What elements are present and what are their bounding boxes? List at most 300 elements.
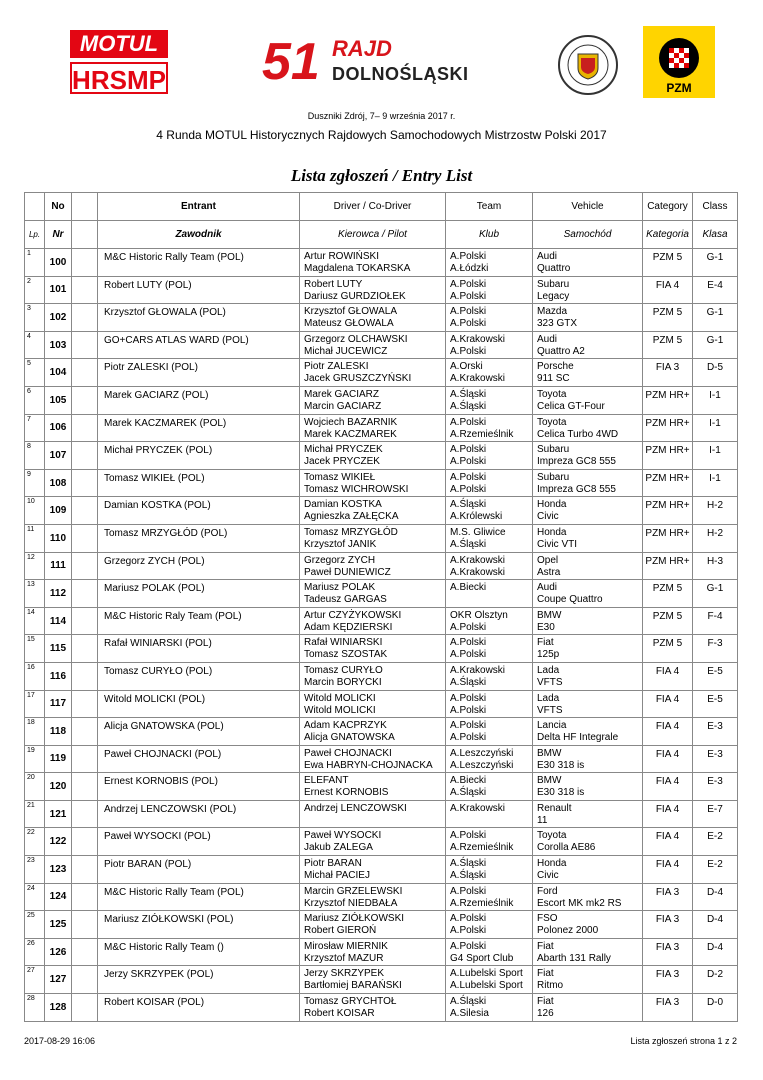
row-team-driver: A.Śląski bbox=[450, 858, 487, 870]
row-entrant: Krzysztof GŁOWALA (POL) bbox=[98, 304, 300, 332]
row-team-driver: M.S. Gliwice bbox=[450, 526, 506, 538]
row-lp: 25 bbox=[25, 911, 45, 939]
row-class: D-4 bbox=[693, 911, 738, 939]
logo-bar bbox=[0, 24, 763, 104]
row-team bbox=[446, 938, 533, 966]
row-vehicle-make: Renault bbox=[537, 802, 572, 814]
row-entrant: Marek GACIARZ (POL) bbox=[98, 386, 300, 414]
table-row bbox=[25, 497, 738, 525]
row-vehicle-model: E30 318 is bbox=[537, 759, 585, 771]
row-lp: 21 bbox=[25, 800, 45, 828]
row-team-driver: A.Śląski bbox=[450, 388, 487, 400]
row-nr: 116 bbox=[45, 662, 72, 690]
row-team-codriver: A.Łódzki bbox=[450, 263, 489, 274]
row-team-driver: A.Polski bbox=[450, 720, 487, 732]
row-codriver: Jakub ZALEGA bbox=[304, 842, 373, 854]
col-kierowca: Kierowca / Pilot bbox=[300, 221, 446, 249]
table-row bbox=[25, 249, 738, 277]
row-team-codriver: A.Polski bbox=[450, 483, 487, 495]
row-team-codriver: A.Rzemieślnik bbox=[450, 897, 514, 909]
row-drivers bbox=[300, 883, 446, 911]
row-lp: 7 bbox=[25, 414, 45, 442]
row-vehicle-model: Civic bbox=[537, 511, 559, 523]
row-codriver: Adam KĘDZIERSKI bbox=[304, 621, 393, 633]
row-nr: 119 bbox=[45, 745, 72, 773]
row-class: E-3 bbox=[693, 773, 738, 801]
row-team bbox=[446, 662, 533, 690]
col-kategoria: Kategoria bbox=[643, 221, 693, 249]
row-category: FIA 4 bbox=[643, 276, 693, 304]
row-team-codriver: A.Śląski bbox=[450, 400, 487, 412]
row-entrant: Paweł WYSOCKI (POL) bbox=[98, 828, 300, 856]
row-vehicle bbox=[533, 911, 643, 939]
row-driver: Tomasz WIKIEŁ bbox=[304, 471, 376, 483]
row-vehicle-make: Toyota bbox=[537, 388, 567, 400]
row-nr: 110 bbox=[45, 524, 72, 552]
row-vehicle bbox=[533, 386, 643, 414]
row-team-driver: A.Polski bbox=[450, 444, 487, 456]
row-team-driver: A.Polski bbox=[450, 885, 487, 897]
row-driver: Adam KACPRZYK bbox=[304, 720, 387, 732]
hrsmp-logo-text: HRSMP bbox=[70, 62, 168, 94]
table-row bbox=[25, 800, 738, 828]
table-row bbox=[25, 690, 738, 718]
row-class: I-1 bbox=[693, 414, 738, 442]
table-row bbox=[25, 386, 738, 414]
table-row bbox=[25, 994, 738, 1022]
row-category: FIA 4 bbox=[643, 800, 693, 828]
row-lp: 18 bbox=[25, 718, 45, 746]
row-class: D-2 bbox=[693, 966, 738, 994]
row-driver: Mariusz ZIÓŁKOWSKI bbox=[304, 913, 405, 925]
col-lp: Lp. bbox=[25, 221, 45, 249]
row-vehicle-make: Porsche bbox=[537, 361, 574, 373]
row-vehicle-make: Ford bbox=[537, 885, 558, 897]
row-vehicle bbox=[533, 966, 643, 994]
row-entrant: M&C Historic Raly Team (POL) bbox=[98, 607, 300, 635]
row-entrant: Grzegorz ZYCH (POL) bbox=[98, 552, 300, 580]
row-vehicle-model: Abarth 131 Rally bbox=[537, 952, 611, 964]
row-drivers bbox=[300, 690, 446, 718]
row-codriver: Krzysztof JANIK bbox=[304, 538, 377, 550]
row-team bbox=[446, 276, 533, 304]
rajd-number: 51 bbox=[262, 33, 320, 91]
row-vehicle-make: BMW bbox=[537, 747, 562, 759]
row-vehicle-model: 126 bbox=[537, 1008, 554, 1020]
table-row bbox=[25, 607, 738, 635]
row-codriver: Krzysztof NIEDBAŁA bbox=[304, 897, 398, 909]
row-nr: 128 bbox=[45, 994, 72, 1022]
row-nr: 111 bbox=[45, 552, 72, 580]
row-codriver: Ernest KORNOBIS bbox=[304, 787, 389, 799]
table-row bbox=[25, 304, 738, 332]
row-driver: Mariusz POLAK bbox=[304, 582, 376, 594]
row-team bbox=[446, 414, 533, 442]
row-team-codriver: A.Polski bbox=[450, 621, 487, 633]
col-entrant: Entrant bbox=[98, 193, 300, 221]
row-category: PZM HR+ bbox=[643, 497, 693, 525]
row-vehicle-make: Honda bbox=[537, 526, 567, 538]
row-vehicle-make: Subaru bbox=[537, 471, 570, 483]
row-nr: 101 bbox=[45, 276, 72, 304]
row-category: PZM HR+ bbox=[643, 442, 693, 470]
row-drivers bbox=[300, 856, 446, 884]
row-entrant: Damian KOSTKA (POL) bbox=[98, 497, 300, 525]
row-team-driver: A.Polski bbox=[450, 416, 487, 428]
row-class: I-1 bbox=[693, 442, 738, 470]
row-category: PZM HR+ bbox=[643, 386, 693, 414]
row-driver: Jerzy SKRZYPEK bbox=[304, 968, 385, 980]
row-vehicle-make: Fiat bbox=[537, 996, 554, 1008]
row-vehicle-model: Impreza GC8 555 bbox=[537, 456, 616, 468]
row-driver: Andrzej LENCZOWSKI bbox=[304, 802, 407, 814]
row-vehicle bbox=[533, 359, 643, 387]
row-drivers bbox=[300, 414, 446, 442]
row-lp: 24 bbox=[25, 883, 45, 911]
row-nr: 108 bbox=[45, 469, 72, 497]
row-vehicle-model: Delta HF Integrale bbox=[537, 732, 619, 744]
row-driver: Marek GACIARZ bbox=[304, 388, 380, 400]
row-category: FIA 3 bbox=[643, 911, 693, 939]
row-lp: 12 bbox=[25, 552, 45, 580]
row-team-driver: OKR Olsztyn bbox=[450, 609, 508, 621]
row-driver: Wojciech BAZARNIK bbox=[304, 416, 398, 428]
row-team-codriver: A.Leszczyński bbox=[450, 759, 514, 771]
row-category: PZM 5 bbox=[643, 249, 693, 277]
row-lp: 2 bbox=[25, 276, 45, 304]
row-nr: 118 bbox=[45, 718, 72, 746]
row-class: I-1 bbox=[693, 386, 738, 414]
row-team bbox=[446, 745, 533, 773]
row-class: E-2 bbox=[693, 856, 738, 884]
row-drivers bbox=[300, 635, 446, 663]
row-drivers bbox=[300, 386, 446, 414]
row-team-codriver: G4 Sport Club bbox=[450, 952, 514, 964]
row-category: FIA 4 bbox=[643, 690, 693, 718]
table-row bbox=[25, 828, 738, 856]
row-lp: 1 bbox=[25, 249, 45, 277]
row-vehicle-make: Toyota bbox=[537, 830, 567, 842]
row-drivers bbox=[300, 662, 446, 690]
row-class: H-2 bbox=[693, 497, 738, 525]
row-driver: Krzysztof GŁOWALA bbox=[304, 306, 397, 318]
row-nr: 102 bbox=[45, 304, 72, 332]
row-category: PZM 5 bbox=[643, 331, 693, 359]
row-vehicle-model: Celica GT-Four bbox=[537, 400, 605, 412]
row-vehicle-make: Subaru bbox=[537, 278, 570, 290]
row-vehicle-model: Civic VTI bbox=[537, 538, 577, 550]
row-nr: 104 bbox=[45, 359, 72, 387]
col-vehicle: Vehicle bbox=[533, 193, 643, 221]
row-driver: Tomasz MRZYGŁÓD bbox=[304, 526, 398, 538]
row-codriver: Robert GIEROŃ bbox=[304, 925, 377, 937]
row-codriver: Magdalena TOKARSKA bbox=[304, 263, 411, 274]
row-entrant: Piotr BARAN (POL) bbox=[98, 856, 300, 884]
row-team bbox=[446, 359, 533, 387]
row-class: D-0 bbox=[693, 994, 738, 1022]
table-row bbox=[25, 745, 738, 773]
row-lp: 10 bbox=[25, 497, 45, 525]
row-vehicle-model: Coupe Quattro bbox=[537, 594, 603, 606]
row-team-driver: A.Śląski bbox=[450, 996, 487, 1008]
row-drivers bbox=[300, 304, 446, 332]
row-team-codriver: A.Królewski bbox=[450, 511, 503, 523]
row-codriver: Paweł DUNIEWICZ bbox=[304, 566, 391, 578]
row-class: G-1 bbox=[693, 580, 738, 608]
row-lp: 19 bbox=[25, 745, 45, 773]
row-drivers bbox=[300, 994, 446, 1022]
row-vehicle-model: Escort MK mk2 RS bbox=[537, 897, 622, 909]
row-team bbox=[446, 828, 533, 856]
row-vehicle bbox=[533, 580, 643, 608]
row-driver: Piotr ZALESKI bbox=[304, 361, 369, 373]
row-category: FIA 3 bbox=[643, 994, 693, 1022]
row-codriver: Michał JUCEWICZ bbox=[304, 345, 388, 357]
row-drivers bbox=[300, 800, 446, 828]
row-team-driver: A.Krakowski bbox=[450, 664, 506, 676]
row-entrant: Rafał WINIARSKI (POL) bbox=[98, 635, 300, 663]
row-entrant: Jerzy SKRZYPEK (POL) bbox=[98, 966, 300, 994]
row-driver: Piotr BARAN bbox=[304, 858, 362, 870]
row-vehicle-make: Fiat bbox=[537, 637, 554, 649]
row-vehicle-model: Impreza GC8 555 bbox=[537, 483, 616, 495]
col-samochod: Samochód bbox=[533, 221, 643, 249]
row-lp: 3 bbox=[25, 304, 45, 332]
pzm-logo-icon bbox=[643, 26, 715, 98]
page-title: Lista zgłoszeń / Entry List bbox=[290, 166, 473, 185]
row-lp: 11 bbox=[25, 524, 45, 552]
row-vehicle-model: VFTS bbox=[537, 704, 563, 716]
row-codriver: Michał PACIEJ bbox=[304, 870, 370, 882]
row-class: D-5 bbox=[693, 359, 738, 387]
row-lp: 14 bbox=[25, 607, 45, 635]
row-entrant: Ernest KORNOBIS (POL) bbox=[98, 773, 300, 801]
row-driver: Tomasz GRYCHTOŁ bbox=[304, 996, 397, 1008]
row-drivers bbox=[300, 552, 446, 580]
header-row-pl bbox=[25, 221, 738, 249]
header-row-en bbox=[25, 193, 738, 221]
row-codriver: Dariusz GURDZIOŁEK bbox=[304, 290, 406, 302]
row-vehicle-model: 125p bbox=[537, 649, 560, 661]
row-vehicle-make: Toyota bbox=[537, 416, 567, 428]
row-lp: 6 bbox=[25, 386, 45, 414]
col-category: Category bbox=[643, 193, 693, 221]
row-team-codriver: A.Rzemieślnik bbox=[450, 842, 514, 854]
row-team bbox=[446, 552, 533, 580]
row-nr: 127 bbox=[45, 966, 72, 994]
rajd-name: DOLNOŚLĄSKI bbox=[332, 64, 469, 84]
row-entrant: Mariusz POLAK (POL) bbox=[98, 580, 300, 608]
row-vehicle-model: VFTS bbox=[537, 676, 563, 688]
row-codriver: Tomasz SZOSTAK bbox=[304, 649, 388, 661]
row-codriver: Ewa HABRYN-CHOJNACKA bbox=[304, 759, 433, 771]
row-nr: 106 bbox=[45, 414, 72, 442]
row-vehicle bbox=[533, 469, 643, 497]
row-vehicle-model: 911 SC bbox=[537, 373, 570, 385]
row-driver: Michał PRYCZEK bbox=[304, 444, 383, 456]
row-entrant: Piotr ZALESKI (POL) bbox=[98, 359, 300, 387]
row-drivers bbox=[300, 911, 446, 939]
table-row bbox=[25, 635, 738, 663]
table-row bbox=[25, 276, 738, 304]
row-category: PZM 5 bbox=[643, 635, 693, 663]
row-vehicle-make: Opel bbox=[537, 554, 559, 566]
row-team-driver: A.Polski bbox=[450, 692, 487, 704]
row-nr: 117 bbox=[45, 690, 72, 718]
row-vehicle bbox=[533, 524, 643, 552]
row-team bbox=[446, 469, 533, 497]
row-driver: Tomasz CURYŁO bbox=[304, 664, 383, 676]
row-team bbox=[446, 856, 533, 884]
row-team bbox=[446, 304, 533, 332]
col-no: No bbox=[45, 193, 72, 221]
row-nr: 123 bbox=[45, 856, 72, 884]
row-driver: Damian KOSTKA bbox=[304, 499, 382, 511]
table-row bbox=[25, 414, 738, 442]
row-category: FIA 4 bbox=[643, 718, 693, 746]
table-row bbox=[25, 469, 738, 497]
row-lp: 9 bbox=[25, 469, 45, 497]
row-team-driver: A.Krakowski bbox=[450, 333, 506, 345]
table-row bbox=[25, 966, 738, 994]
col-class: Class bbox=[693, 193, 738, 221]
row-class: H-3 bbox=[693, 552, 738, 580]
row-codriver: Marcin BORYCKI bbox=[304, 676, 382, 688]
row-team bbox=[446, 718, 533, 746]
row-entrant: GO+CARS ATLAS WARD (POL) bbox=[98, 331, 300, 359]
row-class: D-4 bbox=[693, 938, 738, 966]
row-team-driver: A.Polski bbox=[450, 251, 487, 262]
row-nr: 103 bbox=[45, 331, 72, 359]
row-codriver: Jacek PRYCZEK bbox=[304, 456, 380, 468]
row-vehicle bbox=[533, 635, 643, 663]
row-nr: 125 bbox=[45, 911, 72, 939]
row-class: F-4 bbox=[693, 607, 738, 635]
row-nr: 112 bbox=[45, 580, 72, 608]
row-team bbox=[446, 800, 533, 828]
row-class: E-4 bbox=[693, 276, 738, 304]
row-nr: 107 bbox=[45, 442, 72, 470]
row-lp: 26 bbox=[25, 938, 45, 966]
row-vehicle-model: Astra bbox=[537, 566, 561, 578]
row-team-codriver: A.Silesia bbox=[450, 1008, 489, 1020]
row-vehicle-make: Lada bbox=[537, 692, 560, 704]
row-category: FIA 4 bbox=[643, 828, 693, 856]
row-entrant: Robert LUTY (POL) bbox=[98, 276, 300, 304]
row-driver: Mirosław MIERNIK bbox=[304, 940, 388, 952]
row-team-codriver: A.Polski bbox=[450, 649, 487, 661]
row-team-driver: A.Polski bbox=[450, 830, 487, 842]
row-team-driver: A.Orski bbox=[450, 361, 483, 373]
row-codriver: Bartłomiej BARAŃSKI bbox=[304, 980, 402, 992]
row-vehicle bbox=[533, 442, 643, 470]
row-class: F-3 bbox=[693, 635, 738, 663]
row-vehicle bbox=[533, 994, 643, 1022]
row-team bbox=[446, 635, 533, 663]
row-category: FIA 3 bbox=[643, 966, 693, 994]
row-codriver: Tomasz WICHROWSKI bbox=[304, 483, 409, 495]
col-zawodnik: Zawodnik bbox=[98, 221, 300, 249]
row-vehicle-model: Quattro A2 bbox=[537, 345, 585, 357]
row-vehicle-model: Quattro bbox=[537, 263, 571, 274]
row-team-driver: A.Polski bbox=[450, 940, 487, 952]
row-vehicle-make: Mazda bbox=[537, 306, 568, 318]
row-driver: Witold MOLICKI bbox=[304, 692, 376, 704]
row-team bbox=[446, 773, 533, 801]
row-class: G-1 bbox=[693, 331, 738, 359]
row-team-driver: A.Polski bbox=[450, 913, 487, 925]
event-location-dates: Duszniki Zdrój, 7– 9 września 2017 r. bbox=[307, 111, 456, 121]
row-team-driver: A.Biecki bbox=[450, 775, 487, 787]
row-codriver: Tadeusz GARGAS bbox=[304, 594, 387, 606]
row-codriver: Jacek GRUSZCZYŃSKI bbox=[304, 373, 412, 385]
row-vehicle-make: BMW bbox=[537, 609, 562, 621]
row-team bbox=[446, 690, 533, 718]
row-codriver: Marek KACZMAREK bbox=[304, 428, 397, 440]
row-driver: Artur ROWIŃSKI bbox=[304, 251, 380, 262]
table-row bbox=[25, 856, 738, 884]
row-drivers bbox=[300, 745, 446, 773]
row-lp: 28 bbox=[25, 994, 45, 1022]
table-row bbox=[25, 359, 738, 387]
row-team-codriver: A.Polski bbox=[450, 318, 487, 330]
col-team: Team bbox=[446, 193, 533, 221]
row-team bbox=[446, 249, 533, 277]
row-class: E-5 bbox=[693, 662, 738, 690]
row-team-codriver: A.Śląski bbox=[450, 676, 487, 688]
row-vehicle bbox=[533, 607, 643, 635]
row-team-codriver: A.Polski bbox=[450, 925, 487, 937]
row-codriver: Robert KOISAR bbox=[304, 1008, 375, 1020]
row-lp: 17 bbox=[25, 690, 45, 718]
table-row bbox=[25, 662, 738, 690]
row-category: FIA 4 bbox=[643, 745, 693, 773]
row-vehicle-model: Civic bbox=[537, 870, 559, 882]
row-drivers bbox=[300, 607, 446, 635]
row-drivers bbox=[300, 828, 446, 856]
row-entrant: Tomasz MRZYGŁÓD (POL) bbox=[98, 524, 300, 552]
row-category: PZM 5 bbox=[643, 607, 693, 635]
row-drivers bbox=[300, 773, 446, 801]
row-team bbox=[446, 883, 533, 911]
row-vehicle bbox=[533, 856, 643, 884]
col-klasa: Klasa bbox=[693, 221, 738, 249]
table-row bbox=[25, 773, 738, 801]
row-entrant: Paweł CHOJNACKI (POL) bbox=[98, 745, 300, 773]
row-drivers bbox=[300, 966, 446, 994]
row-vehicle-model: Ritmo bbox=[537, 980, 564, 992]
row-entrant: Alicja GNATOWSKA (POL) bbox=[98, 718, 300, 746]
row-codriver: Marcin GACIARZ bbox=[304, 400, 382, 412]
row-vehicle bbox=[533, 331, 643, 359]
table-row bbox=[25, 552, 738, 580]
row-vehicle-model: Legacy bbox=[537, 290, 570, 302]
footer-page-number: Lista zgłoszeń strona 1 z 2 bbox=[630, 1036, 737, 1046]
row-team-codriver: A.Krakowski bbox=[450, 373, 506, 385]
row-category: PZM HR+ bbox=[643, 469, 693, 497]
row-codriver: Mateusz GŁOWALA bbox=[304, 318, 394, 330]
row-nr: 120 bbox=[45, 773, 72, 801]
row-team-driver: A.Polski bbox=[450, 471, 487, 483]
row-category: FIA 3 bbox=[643, 883, 693, 911]
row-driver: Grzegorz OLCHAWSKI bbox=[304, 333, 408, 345]
row-driver: Marcin GRZELEWSKI bbox=[304, 885, 403, 897]
row-team-codriver: A.Śląski bbox=[450, 870, 487, 882]
row-driver: Artur CZYŻYKOWSKI bbox=[304, 609, 402, 621]
row-vehicle bbox=[533, 304, 643, 332]
row-entrant: M&C Historic Rally Team (POL) bbox=[98, 883, 300, 911]
row-entrant: Robert KOISAR (POL) bbox=[98, 994, 300, 1022]
